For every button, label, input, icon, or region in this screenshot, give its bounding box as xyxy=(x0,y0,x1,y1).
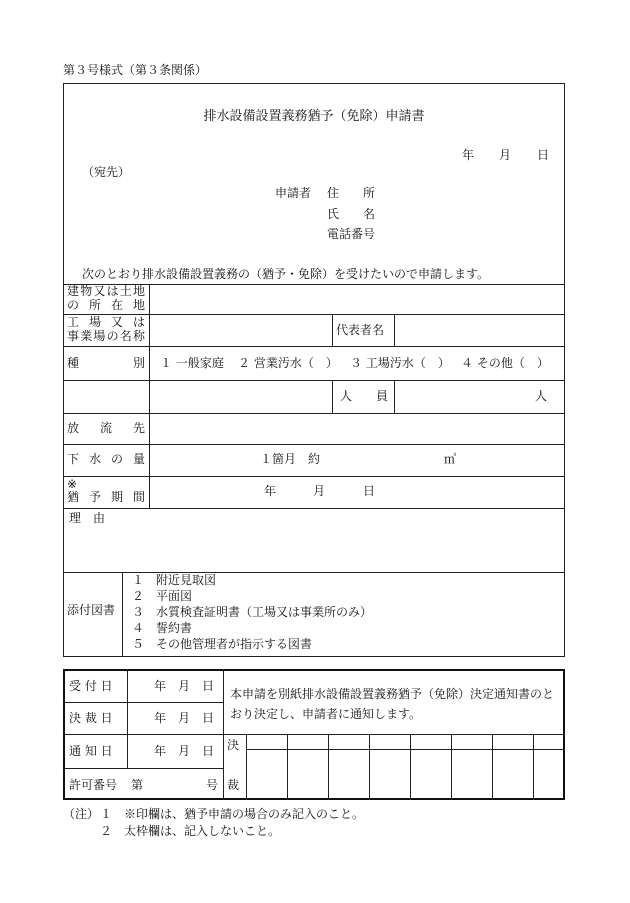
category-option-business: ２ 営業汚水（ ） xyxy=(238,356,338,370)
notes-label: （注） xyxy=(63,807,100,821)
discharge-label: 放 流 先 xyxy=(67,421,145,435)
applicant-label: 申請者 xyxy=(275,186,312,200)
attachment-item: １ 附近見取図 xyxy=(132,573,217,587)
intro-statement: 次のとおり排水設備設置義務の（猶予・免除）を受けたいので申請します。 xyxy=(82,267,490,281)
note-item: １ ※印欄は、猶予申請の場合のみ記入のこと。 xyxy=(100,807,365,821)
received-date-value: 年 月 日 xyxy=(154,679,215,693)
attachment-item: ５ その他管理者が指示する図書 xyxy=(132,637,313,651)
building-location-label: 建物又は土地 の 所 在 地 xyxy=(67,284,145,312)
grace-period-month: 月 xyxy=(313,484,326,498)
date-day-label: 日 xyxy=(537,148,550,162)
attachment-item: ４ 誓約書 xyxy=(132,621,193,635)
sewage-per-month: １箇月 約 xyxy=(260,452,321,466)
personnel-unit: 人 xyxy=(535,389,548,403)
attachments-label: 添付図書 xyxy=(67,603,116,617)
permit-number-suffix: 号 xyxy=(206,778,219,792)
sewage-unit: ㎥ xyxy=(444,452,457,466)
business-name-label: 工 場 又 は 事業場の名称 xyxy=(67,315,145,343)
permit-number-label: 許可番号 xyxy=(69,778,118,792)
addressee: （宛先） xyxy=(82,165,131,179)
approval-label-2: 裁 xyxy=(227,778,240,792)
approval-label-1: 決 xyxy=(227,738,240,752)
permit-number-prefix: 第 xyxy=(131,778,144,792)
grace-period-year: 年 xyxy=(264,484,277,498)
form-title: 排水設備設置義務猶予（免除）申請書 xyxy=(203,109,425,124)
date-year-label: 年 xyxy=(462,148,475,162)
attachment-item: ２ 平面図 xyxy=(132,589,193,603)
grace-period-label: 猶 予 期 間 xyxy=(67,490,145,504)
date-month-label: 月 xyxy=(499,148,512,162)
sewage-amount-label: 下 水 の 量 xyxy=(67,452,145,466)
decision-date-value: 年 月 日 xyxy=(154,711,215,725)
reason-label: 理 由 xyxy=(69,511,106,525)
grace-period-day: 日 xyxy=(363,484,376,498)
notification-date-label: 通 知 日 xyxy=(69,744,113,758)
decision-statement: 本申請を別紙排水設備設置義務猶予（免除）決定通知書のとおり決定し、申請者に通知します。 xyxy=(230,687,555,721)
decision-date-label: 決 裁 日 xyxy=(69,711,113,725)
applicant-phone-label: 電話番号 xyxy=(327,227,376,241)
category-option-other: ４ その他（ ） xyxy=(461,356,549,370)
category-option-household: １ 一般家庭 xyxy=(160,356,224,370)
attachment-item: ３ 水質検査証明書（工場又は事業所のみ） xyxy=(132,605,373,619)
category-option-factory: ３ 工場汚水（ ） xyxy=(350,356,450,370)
note-item: ２ 太枠欄は、記入しないこと。 xyxy=(100,824,281,838)
personnel-label: 人 員 xyxy=(340,389,389,403)
grace-period-mark: ※ xyxy=(67,477,78,491)
notification-date-value: 年 月 日 xyxy=(154,744,215,758)
form-number: 第３号様式（第３条関係） xyxy=(63,63,208,77)
category-label: 種 別 xyxy=(67,356,145,370)
received-date-label: 受 付 日 xyxy=(69,679,113,693)
representative-label: 代表者名 xyxy=(336,323,385,337)
applicant-address-label: 住 所 xyxy=(327,186,376,200)
applicant-name-label: 氏 名 xyxy=(327,207,376,221)
